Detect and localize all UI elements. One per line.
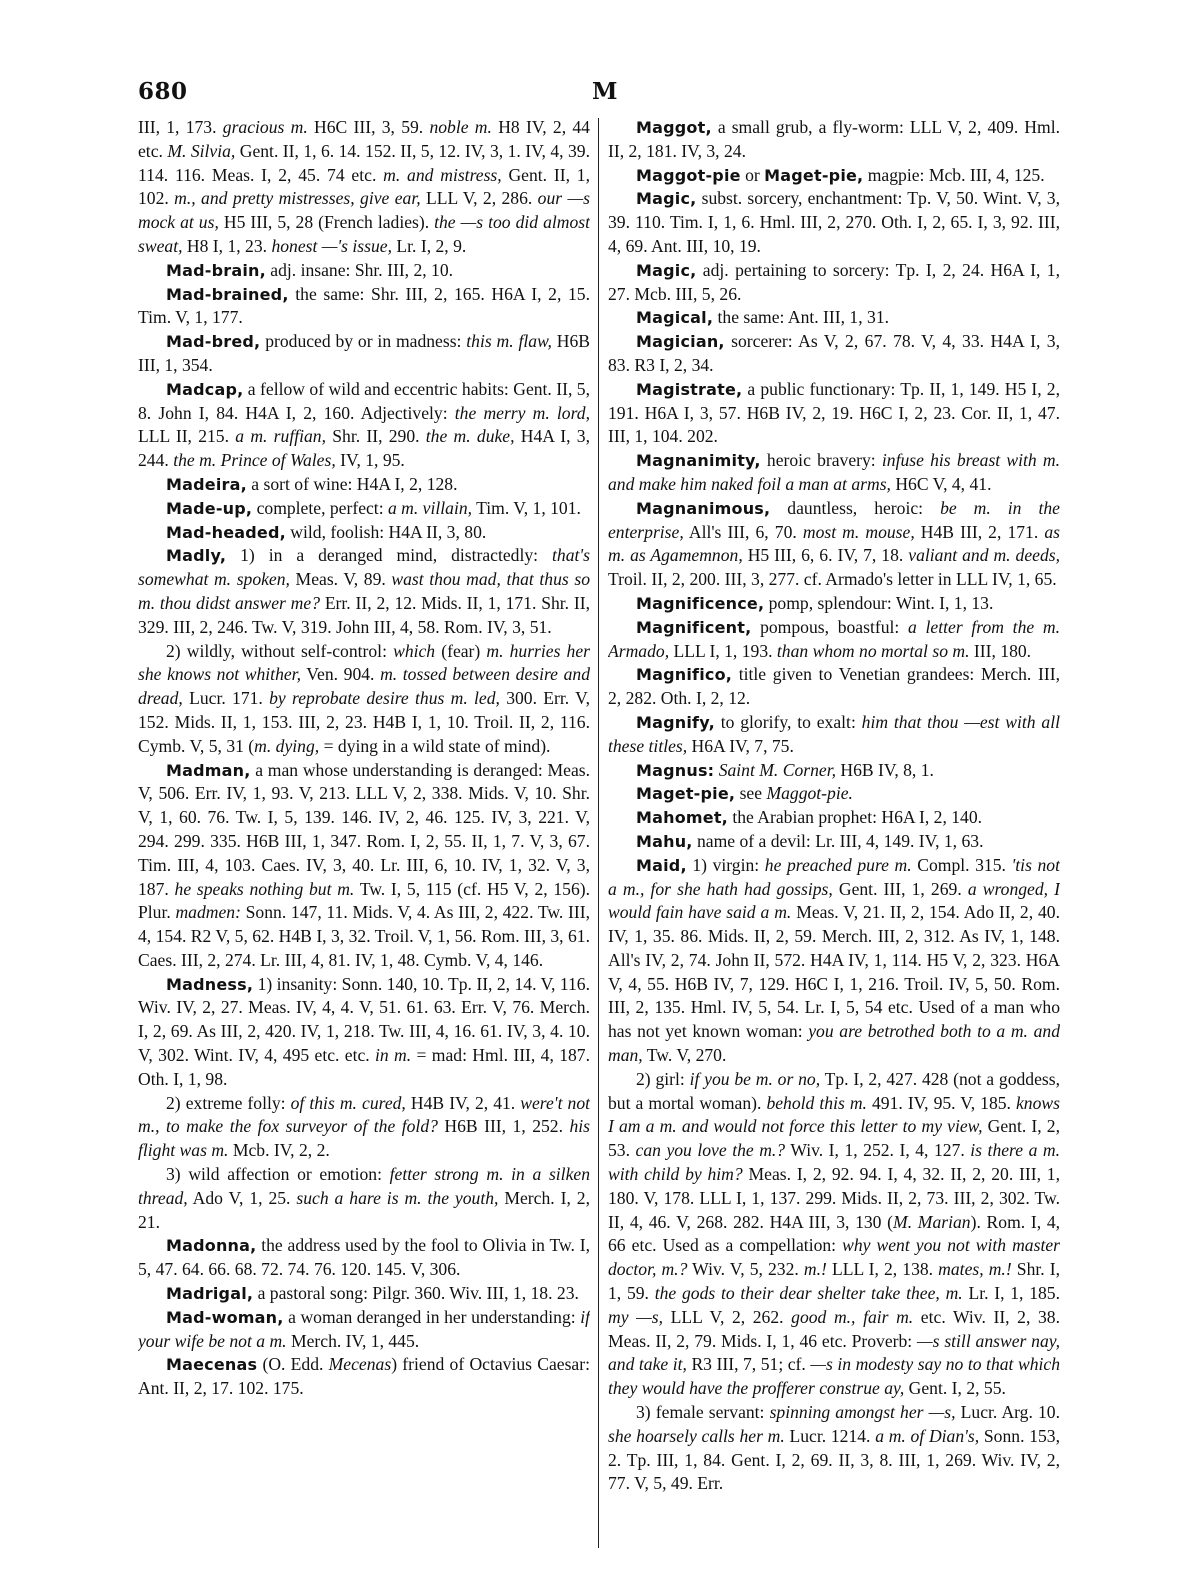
entry-text: Tw. V, 270.: [642, 1045, 727, 1066]
entry-text: H6A IV, 7, 75.: [687, 735, 794, 756]
quotation: spinning amongst her —s,: [769, 1402, 956, 1423]
entry-text: H4B III, 2, 171.: [914, 521, 1045, 542]
dictionary-entry: [138, 759, 590, 973]
quotation: you are betrothed both to a m. and man,: [608, 1021, 1060, 1066]
quotation: the m. Prince of Wales,: [173, 450, 336, 471]
entry-sense: [138, 1092, 590, 1163]
quotation: gracious m.: [222, 117, 308, 137]
entry-text: 491. IV, 95. V, 185.: [866, 1092, 1016, 1113]
headword: Magnify,: [636, 712, 715, 732]
quotation: a m. of Dian's,: [875, 1425, 980, 1446]
entry-text: Shr. I, 1, 59.: [608, 1259, 1060, 1304]
entry-text: H6B III, 1, 354.: [138, 331, 590, 375]
entry-text: Lucr. Arg. 10.: [955, 1402, 1060, 1423]
quotation: Mecenas: [328, 1354, 392, 1375]
entry-text: pomp, splendour: Wint. I, 1, 13.: [764, 592, 994, 613]
entry-text: Gent. II, 1, 6. 14. 152. II, 5, 12. IV, 3, 1. IV, 4, 39. 114. 116. Meas. I, 2, 45. 74 etc.: [138, 140, 590, 185]
headword: Maggot-pie: [636, 165, 741, 185]
entry-text: Meas. I, 2, 92. 94. I, 4, 32. II, 2, 20. III, 1, 180. V, 178. LLL I, 1, 137. 299. Mids. II, 2, 73. III, 2, 302. Tw. II, 4, 46. V, 268. 282. H4A III, 3, 130 (: [608, 1164, 1060, 1232]
quotation: mates, m.!: [938, 1259, 1012, 1280]
entry-text: III, 180.: [969, 640, 1032, 661]
entry-text: the same: Ant. III, 1, 31.: [713, 307, 890, 328]
quotation: is there a m. with child by him?: [608, 1140, 1060, 1185]
entry-text: H6C V, 4, 41.: [890, 473, 992, 494]
entry-text: H8 I, 1, 23.: [182, 235, 272, 256]
entry-text: LLL I, 1, 193.: [669, 640, 777, 661]
entry-text: = dying in a wild state of mind).: [319, 735, 551, 756]
entry-text: 2) extreme folly:: [166, 1092, 291, 1113]
dictionary-entry: [138, 1282, 590, 1306]
entry-text: Ven. 904.: [300, 664, 381, 685]
entry-text: (fear): [435, 640, 487, 661]
quotation: Saint M. Corner,: [718, 759, 836, 780]
right-column: [608, 116, 1060, 1556]
quotation: be m. in the enterprise,: [608, 497, 1060, 542]
quotation: —s still answer nay, and take it,: [608, 1330, 1060, 1375]
dictionary-entry: [608, 187, 1060, 258]
entry-text: Gent. III, 1, 269.: [832, 878, 968, 899]
dictionary-entry: [138, 283, 590, 331]
entry-text: H6B III, 1, 252.: [437, 1116, 570, 1137]
entry-text: heroic bravery:: [760, 450, 882, 471]
headword: Madcap,: [166, 379, 244, 399]
dictionary-entry: [138, 544, 590, 639]
headword: Madrigal,: [166, 1284, 254, 1304]
headword: Made-up,: [166, 498, 253, 518]
quotation: if you be m. or no,: [689, 1068, 821, 1089]
entry-text: 2) girl:: [636, 1068, 690, 1089]
entry-text: ). Rom. I, 4, 66 etc. Used as a compellation:: [608, 1211, 1060, 1256]
entry-text: LLL V, 2, 262.: [663, 1306, 792, 1327]
entry-text: (O. Edd.: [257, 1354, 329, 1375]
dictionary-entry: [138, 378, 590, 473]
headword: Mad-headed,: [166, 522, 286, 542]
quotation: his flight was m.: [138, 1116, 590, 1161]
headword: Maid,: [636, 855, 687, 875]
quotation: if your wife be not a m.: [138, 1306, 590, 1351]
dictionary-entry: [138, 473, 590, 497]
dictionary-entry: [138, 1353, 590, 1401]
entry-text: Mcb. IV, 2, 2.: [228, 1140, 330, 1161]
quotation: this m. flaw,: [466, 331, 552, 352]
quotation: a wronged, I would fain have said a m.: [608, 878, 1060, 923]
quotation: he preached pure m.: [764, 854, 912, 875]
entry-text: = mad: Hml. III, 4, 187. Oth. I, 1, 98.: [138, 1045, 590, 1089]
page-header: [138, 78, 1058, 108]
entry-text: IV, 1, 95.: [335, 450, 405, 471]
entry-text: a sort of wine: H4A I, 2, 128.: [246, 473, 458, 494]
dictionary-entry: [608, 759, 1060, 783]
entry-text: H8 IV, 2, 44 etc.: [138, 117, 590, 161]
dictionary-entry: [608, 449, 1060, 497]
dictionary-entry: [138, 973, 590, 1092]
headword: Madonna,: [166, 1236, 257, 1256]
entry-text: title given to Venetian grandees: Merch. III, 2, 282. Oth. I, 2, 12.: [608, 664, 1060, 709]
quotation: as m. as Agamemnon,: [608, 521, 1060, 566]
dictionary-entry: [608, 497, 1060, 592]
entry-text: Merch. IV, 1, 445.: [286, 1330, 420, 1351]
dictionary-entry: [608, 782, 1060, 806]
entry-text: LLL I, 2, 138.: [826, 1259, 939, 1280]
entry-text: Gent. I, 2, 55.: [904, 1378, 1006, 1399]
entry-text: Ado V, 1, 25.: [187, 1187, 297, 1208]
quotation: the gods to their dear shelter take thee, m.: [654, 1283, 963, 1304]
headword: Maget-pie,: [764, 165, 864, 185]
dictionary-entry: [608, 259, 1060, 307]
page-number: 680: [138, 78, 188, 105]
right-column-text: [608, 116, 1060, 1496]
dictionary-entry: [608, 330, 1060, 378]
quotation: were't not m., to make the fox surveyor of the fold?: [138, 1092, 590, 1137]
quotation: good m., fair m.: [791, 1306, 914, 1327]
entry-text: H4B IV, 2, 41.: [405, 1092, 521, 1113]
entry-continuation: [138, 116, 590, 259]
entry-text: Tw. I, 5, 115 (cf. H5 V, 2, 156). Plur.: [138, 878, 590, 923]
dictionary-entry: [608, 306, 1060, 330]
entry-sense: [608, 1068, 1060, 1401]
entry-text: H6C III, 3, 59.: [307, 117, 430, 137]
quotation: infuse his breast with m. and make him naked foil a man at arms,: [608, 450, 1060, 494]
entry-text: Lr. I, 1, 185.: [962, 1283, 1060, 1304]
dictionary-entry: [608, 592, 1060, 616]
quotation: most m. mouse,: [802, 521, 915, 542]
headword: Magic,: [636, 260, 697, 280]
entry-text: wild, foolish: H4A II, 3, 80.: [285, 521, 487, 542]
headword: Magnificence,: [636, 593, 765, 613]
entry-text: name of a devil: Lr. III, 4, 149. IV, 1, 63.: [692, 830, 984, 851]
entry-text: H5 III, 5, 28 (French ladies).: [218, 212, 435, 233]
headword: Mahomet,: [636, 808, 728, 828]
quotation: valiant and m. deeds,: [908, 545, 1060, 566]
headword: Magnanimous,: [636, 498, 771, 518]
entry-text: Meas. V, 21. II, 2, 154. Ado II, 2, 40. IV, 1, 35. 86. Mids. II, 2, 59. Merch. III, 2, 312. As IV, 1, 148. All's IV, 2, 74. John II, 572. H4A IV, 1, 114. H5 V, 2, 323. H6A V, 4, 55. H6B IV, 7, 129. H6C I, 1, 216. Troil. IV, 5, 50. Rom. III, 2, 135. Hml. IV, 5, 54. Lr. I, 5, 54 etc. Used of a man who has not yet known woman:: [608, 902, 1060, 1042]
quotation: m. tossed between desire and dread,: [138, 664, 590, 709]
quotation: the merry m. lord,: [454, 402, 590, 423]
entry-text: Shr. II, 290.: [325, 426, 426, 447]
quotation: the —s too did almost sweat,: [138, 212, 590, 256]
quotation: my —s,: [608, 1306, 664, 1327]
quotation: m. hurries her she knows not whither,: [138, 640, 590, 685]
entry-text: a woman deranged in her understanding:: [283, 1306, 581, 1327]
entry-text: pompous, boastful:: [751, 616, 909, 637]
headword: Magistrate,: [636, 379, 743, 399]
entry-text: the address used by the fool to Olivia in Tw. I, 5, 47. 64. 66. 68. 72. 74. 76. 120. 145. V, 306.: [138, 1235, 590, 1280]
entry-text: Meas. V, 89.: [289, 569, 392, 590]
quotation: that's somewhat m. spoken,: [138, 545, 590, 590]
left-column: [138, 116, 590, 1556]
dictionary-entry: [608, 854, 1060, 1068]
entry-text: LLL II, 215.: [138, 426, 236, 447]
quotation: a m. ruffian,: [235, 426, 326, 447]
entry-text: magpie: Mcb. III, 4, 125.: [863, 164, 1045, 185]
headword: Mad-woman,: [166, 1307, 284, 1327]
entry-text: a fellow of wild and eccentric habits: Gent. II, 5, 8. John I, 84. H4A I, 2, 160. Adjectively:: [138, 378, 590, 423]
headword: Mad-brained,: [166, 284, 289, 304]
entry-text: H6B IV, 8, 1.: [835, 759, 934, 780]
entry-text: H4A I, 3, 244.: [138, 426, 590, 471]
quotation: knows I am a m. and would not force this letter to my view,: [608, 1092, 1060, 1137]
dictionary-entry: [608, 830, 1060, 854]
dictionary-entry: [608, 711, 1060, 759]
section-letter: M: [592, 78, 618, 105]
quotation: she hoarsely calls her m.: [608, 1425, 785, 1446]
left-column-text: [138, 116, 590, 1401]
headword: Magic,: [636, 189, 697, 209]
entry-text: dauntless, heroic:: [770, 497, 941, 518]
entry-text: complete, perfect:: [252, 497, 388, 518]
entry-text: 2) wildly, without self-control:: [166, 640, 394, 661]
entry-text: Sonn. 153, 2. Tp. III, 1, 84. Gent. I, 2, 69. II, 3, 8. III, 1, 269. Wiv. IV, 2, 77. V, 5, 49. Err.: [608, 1425, 1060, 1494]
entry-text: Lucr. 171.: [182, 688, 270, 709]
entry-text: 3) wild affection or emotion:: [166, 1164, 390, 1185]
entry-text: Tim. V, 1, 101.: [472, 497, 581, 518]
dictionary-entry: [138, 497, 590, 521]
quotation: which: [393, 640, 436, 661]
quotation: he speaks nothing but m.: [174, 878, 355, 899]
quotation: Maggot-pie.: [766, 783, 853, 804]
quotation: the m. duke,: [425, 426, 515, 447]
dictionary-entry: [608, 806, 1060, 830]
entry-text: to glorify, to exalt:: [714, 711, 862, 732]
entry-text: Troil. II, 2, 200. III, 3, 277. cf. Armado's letter in LLL IV, 1, 65.: [608, 569, 1057, 590]
quotation: noble m.: [429, 117, 492, 137]
entry-text: H5 III, 6, 6. IV, 7, 18.: [742, 545, 909, 566]
entry-text: sorcerer: As V, 2, 67. 78. V, 4, 33. H4A I, 3, 83. R3 I, 2, 34.: [608, 331, 1060, 375]
entry-text: LLL V, 2, 286.: [420, 188, 538, 209]
dictionary-entry: [608, 164, 1060, 188]
entry-text: 1) virgin:: [686, 854, 765, 875]
entry-text: a pastoral song: Pilgr. 360. Wiv. III, 1, 18. 23.: [253, 1283, 579, 1304]
quotation: in m.: [375, 1045, 412, 1066]
entry-text: 1) in a deranged mind, distractedly:: [226, 545, 553, 566]
quotation: a m. villain,: [387, 497, 473, 518]
entry-text: the same: Shr. III, 2, 165. H6A I, 2, 15. Tim. V, 1, 177.: [138, 283, 590, 328]
entry-text: Tp. I, 2, 427. 428 (not a goddess, but a mortal woman).: [608, 1068, 1060, 1113]
quotation: than whom no mortal so m.: [776, 640, 970, 661]
dictionary-entry: [608, 616, 1060, 664]
headword: Madman,: [166, 760, 251, 780]
headword: Magnanimity,: [636, 451, 761, 471]
entry-text: see: [735, 783, 767, 804]
quotation: m., and pretty mistresses, give ear,: [174, 188, 421, 209]
quotation: 'tis not a m., for she hath had gossips,: [608, 854, 1060, 899]
headword: Magnifico,: [636, 665, 733, 685]
entry-text: Lucr. 1214.: [784, 1425, 876, 1446]
entry-text: 3) female servant:: [636, 1402, 770, 1423]
entry-text: Gent. II, 1, 102.: [138, 164, 590, 209]
entry-text: Sonn. 147, 11. Mids. V, 4. As III, 2, 422. Tw. III, 4, 154. R2 V, 5, 62. H4B I, 3, 32. Troil. V, 1, 56. Rom. III, 3, 61. Caes. III, 2, 274. Lr. III, 4, 81. IV, 1, 48. Cymb. V, 4, 146.: [138, 902, 590, 970]
entry-sense: [138, 1163, 590, 1234]
dictionary-entry: [138, 1306, 590, 1354]
dictionary-entry: [138, 521, 590, 545]
quotation: m. and mistress,: [383, 164, 502, 185]
quotation: madmen:: [175, 902, 241, 923]
entry-sense: [138, 640, 590, 759]
entry-text: Wiv. V, 5, 232.: [687, 1259, 804, 1280]
quotation: —s in modesty say no to that which they would have the profferer construe ay,: [608, 1354, 1060, 1399]
entry-text: All's III, 6, 70.: [683, 521, 803, 542]
entry-sense: [608, 1401, 1060, 1496]
column-divider: [598, 118, 599, 1548]
entry-text: Lr. I, 2, 9.: [392, 235, 467, 256]
entry-text: adj. pertaining to sorcery: Tp. I, 2, 24. H6A I, 1, 27. Mcb. III, 5, 26.: [608, 259, 1060, 304]
quotation: M. Silvia,: [167, 140, 236, 161]
entry-text: a public functionary: Tp. II, 1, 149. H5 I, 2, 191. H6A I, 3, 57. H6B IV, 2, 19. H6C I, 2, 23. Cor. II, 1, 47. III, 1, 104. 202.: [608, 378, 1060, 447]
headword: Maecenas: [166, 1355, 258, 1375]
entry-text: III, 1, 173.: [138, 117, 223, 137]
entry-text: adj. insane: Shr. III, 2, 10.: [265, 259, 454, 280]
entry-text: 1) insanity: Sonn. 140, 10. Tp. II, 2, 14. V, 116. Wiv. IV, 2, 27. Meas. IV, 4, 4. V, 51. 61. 63. Err. V, 76. Merch. I, 2, 69. As III, 2, 420. IV, 1, 218. Tw. III, 4, 16. 61. IV, 3, 4. 10. V, 302. Wint. IV, 4, 495 etc. etc.: [138, 973, 590, 1066]
headword: Maget-pie,: [636, 784, 736, 804]
headword: Madness,: [166, 974, 254, 994]
quotation: him that thou —est with all these titles,: [608, 711, 1060, 756]
entry-text: ) friend of Octavius Caesar: Ant. II, 2, 17. 102. 175.: [138, 1354, 590, 1399]
entry-text: R3 III, 7, 51; cf.: [686, 1354, 811, 1375]
entry-text: a small grub, a fly-worm: LLL V, 2, 409. Hml. II, 2, 181. IV, 3, 24.: [608, 117, 1060, 161]
quotation: M. Marian: [893, 1211, 971, 1232]
quotation: can you love the m.?: [635, 1140, 786, 1161]
headword: Mad-brain,: [166, 260, 266, 280]
dictionary-entry: [138, 330, 590, 378]
entry-text: Merch. I, 2, 21.: [138, 1187, 590, 1232]
headword: Magnificent,: [636, 617, 752, 637]
quotation: by reprobate desire thus m. led,: [269, 688, 500, 709]
quotation: behold this m.: [766, 1092, 867, 1113]
headword: Mahu,: [636, 831, 693, 851]
entry-text: or: [740, 164, 765, 185]
headword: Madly,: [166, 546, 227, 566]
dictionary-entry: [608, 116, 1060, 164]
dictionary-entry: [138, 259, 590, 283]
dictionary-entry: [608, 378, 1060, 449]
quotation: fetter strong m. in a silken thread,: [138, 1164, 590, 1208]
entry-text: Compl. 315.: [911, 854, 1012, 875]
entry-text: subst. sorcery, enchantment: Tp. V, 50. Wint. V, 3, 39. 110. Tim. I, 1, 6. Hml. III, 2, 270. Oth. I, 2, 65. I, 3, 92. III, 4, 69. Ant. III, 10, 19.: [608, 188, 1060, 256]
quotation: m. dying,: [254, 735, 320, 756]
entry-text: Wiv. I, 1, 252. I, 4, 127.: [785, 1140, 971, 1161]
quotation: honest —'s issue,: [271, 235, 393, 256]
quotation: wast thou mad, that thus so m. thou didst answer me?: [138, 569, 590, 613]
entry-text: etc. Wiv. II, 2, 38. Meas. II, 2, 79. Mids. I, 1, 46 etc. Proverb:: [608, 1306, 1060, 1351]
entry-text: produced by or in madness:: [260, 331, 467, 352]
headword: Maggot,: [636, 118, 712, 137]
entry-text: 300. Err. V, 152. Mids. II, 1, 153. III, 2, 23. H4B I, 1, 10. Troil. II, 2, 116. Cymb. V, 5, 31 (: [138, 688, 590, 756]
quotation: m.!: [803, 1259, 827, 1280]
entry-text: Gent. I, 2, 53.: [608, 1116, 1060, 1161]
quotation: why went you not with master doctor, m.?: [608, 1235, 1060, 1280]
quotation: a letter from the m. Armado,: [608, 616, 1060, 661]
headword: Madeira,: [166, 474, 247, 494]
headword: Mad-bred,: [166, 332, 261, 352]
headword: Magical,: [636, 308, 714, 328]
entry-text: Err. II, 2, 12. Mids. II, 1, 171. Shr. II, 329. III, 2, 246. Tw. V, 319. John III, 4, 58. Rom. IV, 3, 51.: [138, 592, 590, 637]
quotation: of this m. cured,: [290, 1092, 406, 1113]
dictionary-entry: [608, 663, 1060, 711]
entry-text: the Arabian prophet: H6A I, 2, 140.: [727, 807, 983, 828]
quotation: such a hare is m. the youth,: [296, 1187, 499, 1208]
quotation: our —s mock at us,: [138, 188, 590, 233]
headword: Magnus:: [636, 760, 715, 780]
entry-text: a man whose understanding is deranged: Meas. V, 506. Err. IV, 1, 93. V, 213. LLL V, 2, 338. Mids. V, 10. Shr. V, 1, 60. 76. Tw. I, 5, 139. 146. IV, 2, 46. 125. IV, 3, 221. V, 294. 299. 335. H6B III, 1, 347. Rom. I, 2, 55. II, 1, 7. V, 3, 67. Tim. III, 4, 103. Caes. IV, 3, 40. Lr. III, 6, 10. IV, 1, 32. V, 3, 187.: [138, 759, 590, 899]
dictionary-entry: [138, 1234, 590, 1282]
headword: Magician,: [636, 332, 725, 352]
